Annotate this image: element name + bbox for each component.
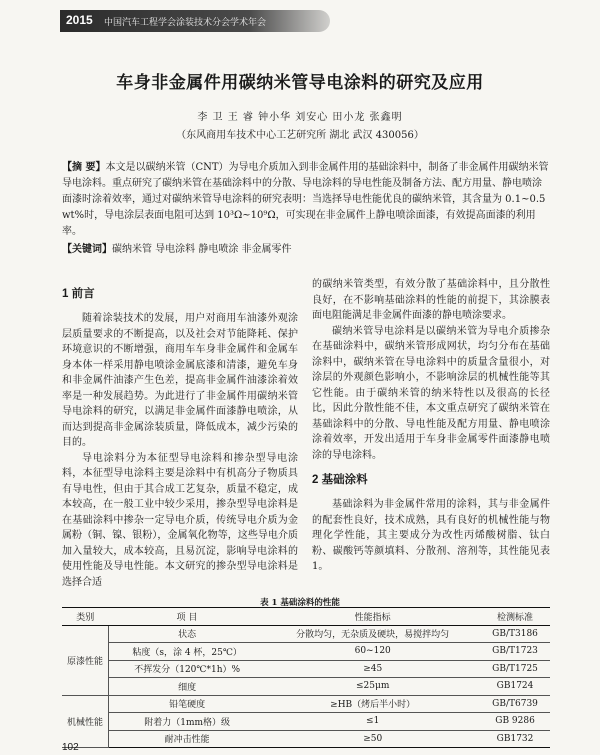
conference-banner [60, 10, 330, 32]
table-row [62, 730, 550, 748]
standard-cell: GB1732 [480, 730, 550, 748]
item-cell: 不挥发分（120℃*1h）% [109, 660, 266, 678]
header-standard: 检测标准 [480, 608, 550, 626]
spec-cell: ≥50 [265, 730, 480, 748]
standard-cell: GB/T3186 [480, 625, 550, 643]
standard-cell: GB/T1725 [480, 660, 550, 678]
section1-paragraph-3: 的碳纳米管类型，有效分散了基础涂料中，且分散性良好，在不影响基础涂料的性能的前提下，其涂膜表面电阻能满足非金属件面漆的静电喷涂要求。 [312, 279, 550, 321]
spec-cell: ≤1 [265, 713, 480, 731]
section2-heading: 2 基础涂料 [312, 474, 368, 486]
category-cell: 机械性能 [62, 695, 109, 748]
section2-paragraph-1: 基础涂料为非金属件常用的涂料，其与非金属件的配套性良好，技术成熟，具有良好的机械性能与物理化学性能，其主要成分为改性丙烯酸树脂、钛白粉、碳酸钙等颜填料、分散剂、溶剂等，其性能见表 1。 [312, 499, 550, 572]
banner-text: 中国汽车工程学会涂装技术分会学术年会 [104, 17, 267, 27]
table-row [62, 660, 550, 678]
paper-affiliation: （东风商用车技术中心工艺研究所 湖北 武汉 430056） [176, 130, 424, 141]
section1-paragraph-2: 导电涂料分为本征型导电涂料和掺杂型导电涂料，本征型导电涂料主要是涂料中有机高分子物质具有导电性，但由于其合成工艺复杂，质量不稳定，成本较高，在一般工业中较少采用，掺杂型导电涂料是在基础涂料中掺杂一定导电介质，传统导电介质为金属粉（铜、镍、银粉），金属氧化物等，这些导电介质加入量较大，成本较高，且易沉淀，影响导电涂料的使用性能及导电性能。本文研究的掺杂型导电涂料是选择合适 [62, 452, 298, 588]
table-row [62, 678, 550, 696]
section1-heading: 1 前言 [62, 288, 95, 300]
section1-paragraph-1: 随着涂装技术的发展，用户对商用车油漆外观涂层质量要求的不断提高，以及社会对节能降耗、保护环境意识的不断增强，商用车车身非金属件和金属车身本体一样采用静电喷涂金属底漆和清漆，避免车身和非金属件油漆产生色差，提高非金属件油漆涂着效率是一种发展趋势。为此进行了非金属件用碳纳米管导电涂料的研究，以满足非金属件面漆静电喷涂，从而达到提高非金属涂装质量，降低成本，减少污染的目的。 [62, 313, 298, 448]
category-cell: 原漆性能 [62, 625, 109, 695]
item-cell: 铅笔硬度 [109, 695, 266, 713]
header-spec: 性能指标 [265, 608, 480, 626]
right-column [312, 277, 550, 575]
spec-cell: 60~120 [265, 643, 480, 661]
keywords-label: 【关键词】 [62, 244, 112, 255]
item-cell: 状态 [109, 625, 266, 643]
table-header-row [62, 608, 550, 626]
spec-cell: ≤25μm [265, 678, 480, 696]
spec-cell: ≥45 [265, 660, 480, 678]
abstract [62, 160, 550, 240]
item-cell: 粘度（s，涂 4 杯，25℃） [109, 643, 266, 661]
abstract-label: 【摘 要】 [62, 162, 106, 173]
table-row [62, 643, 550, 661]
abstract-text: 本文是以碳纳米管（CNT）为导电介质加入到非金属件用的基础涂料中，制备了非金属件用碳纳米管导电涂料。重点研究了碳纳米管在基础涂料中的分散、导电涂料的导电性能及制备方法、配方用量、静电喷涂面漆时涂着效率，通过对碳纳米管导电涂料的研究表明：当选择导电性能优良的碳纳米管，其含量为 0.1~0.5 wt%时，导电涂层表面电阻可达到 10³Ω~10⁹Ω，可实现在非金属件上静电喷涂面漆，有效提高面漆的利用率。 [62, 162, 549, 237]
item-cell: 耐冲击性能 [109, 730, 266, 748]
paper-authors: 李 卫 王 睿 钟小华 刘安心 田小龙 张鑫明 [197, 112, 403, 123]
standard-cell: GB1724 [480, 678, 550, 696]
keywords [62, 240, 550, 255]
spec-cell: 分散均匀，无杂质及硬块，易搅拌均匀 [265, 625, 480, 643]
standard-cell: GB/T1723 [480, 643, 550, 661]
banner-year: 2015 [66, 13, 93, 27]
header-category: 类别 [62, 608, 109, 626]
table-row [62, 695, 550, 713]
section1-paragraph-4: 碳纳米管导电涂料是以碳纳米管为导电介质掺杂在基础涂料中，碳纳米管形成网状，均匀分布在基础涂料中，碳纳米管在导电涂料中的质量含量很小，对涂层的外观颜色影响小，不影响涂层的机械性能等其它性能。由于碳纳米管的纳米特性以及很高的长径比，因此分散性能不佳，本文重点研究了碳纳米管在基础涂料中的分散、导电性能及配方用量、静电喷涂涂着效率，开发出适用于车身非金属零件面漆静电喷涂的导电涂料。 [312, 325, 550, 461]
header-item: 项 目 [109, 608, 266, 626]
properties-table [62, 607, 550, 748]
left-column [62, 285, 298, 590]
table-caption: 表 1 基础涂料的性能 [260, 598, 340, 608]
page-number: 102 [62, 742, 79, 753]
standard-cell: GB 9286 [480, 713, 550, 731]
paper-title: 车身非金属件用碳纳米管导电涂料的研究及应用 [116, 73, 484, 93]
table-row [62, 625, 550, 643]
spec-cell: ≥HB（烤后半小时） [265, 695, 480, 713]
standard-cell: GB/T6739 [480, 695, 550, 713]
keywords-text: 碳纳米管 导电涂料 静电喷涂 非金属零件 [112, 244, 292, 255]
item-cell: 细度 [109, 678, 266, 696]
table-row [62, 713, 550, 731]
item-cell: 附着力（1mm格）级 [109, 713, 266, 731]
